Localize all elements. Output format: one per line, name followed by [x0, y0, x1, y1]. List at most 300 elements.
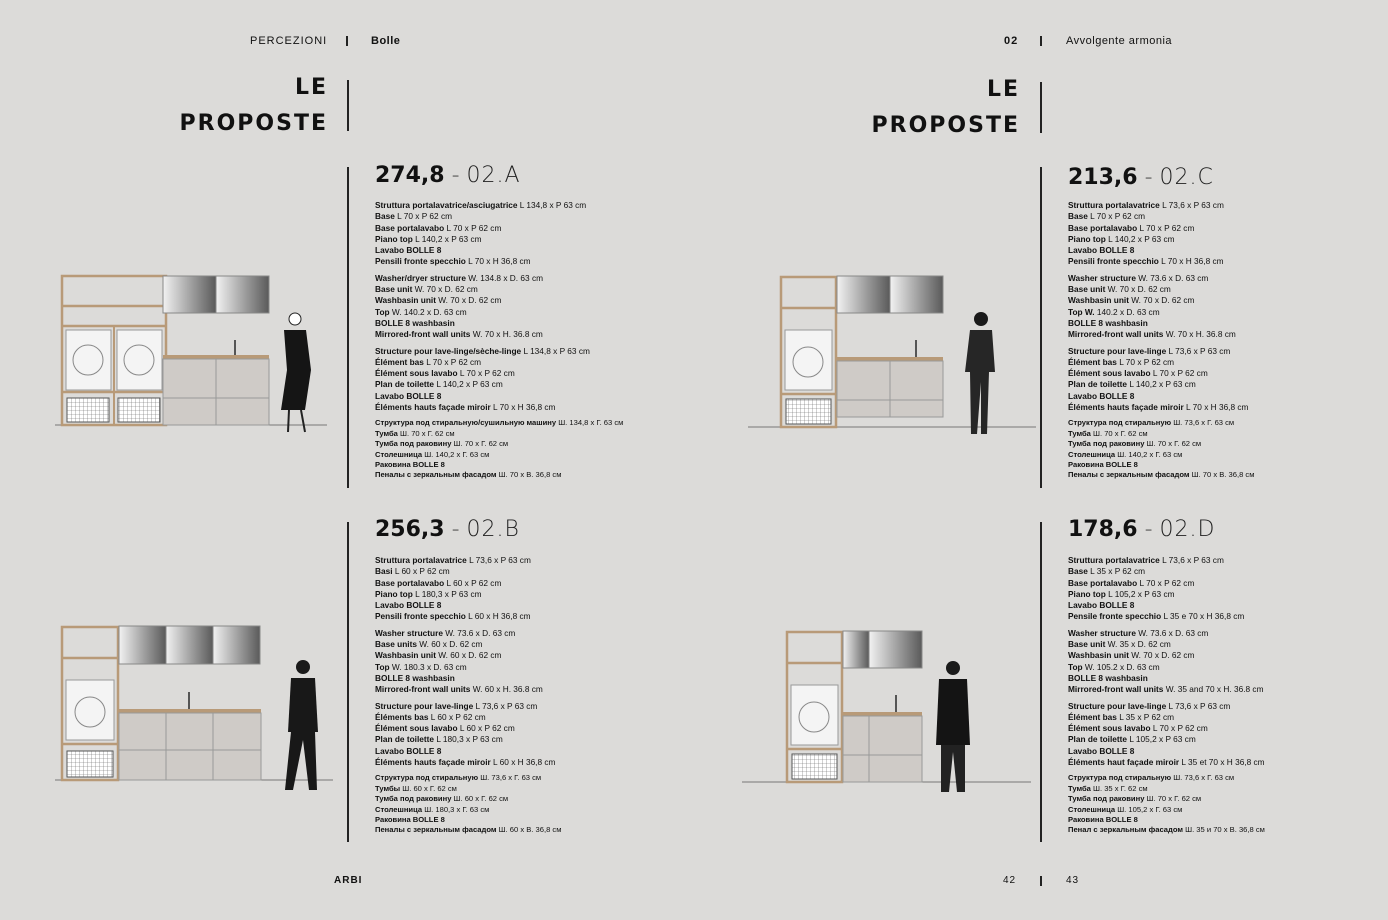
spec-item-name: Столешница	[375, 449, 423, 459]
spec-line	[1068, 357, 1254, 368]
spec-item-dimensions: L 35 et 70 x H 36,8 cm	[1179, 757, 1265, 768]
spec-item-dimensions: Ш. 35 и 70 x В. 36,8 см	[1183, 825, 1265, 835]
spec-item-name: Structure pour lave-linge	[375, 700, 474, 711]
spec-line	[1068, 784, 1265, 794]
spec-line	[375, 450, 623, 460]
spec-block	[1068, 273, 1254, 341]
spec-item-name: Mirrored-front wall units	[375, 684, 471, 695]
page-title-line: PROPOSTE	[871, 113, 1020, 138]
spec-item-name: Раковина BOLLE 8	[375, 814, 445, 824]
spec-item-dimensions: L 73,6 x P 63 cm	[473, 700, 538, 711]
spec-line	[1068, 589, 1265, 600]
spec-item-name: Base	[1068, 211, 1088, 222]
title-bar	[347, 80, 349, 131]
header-section-label: PERCEZIONI	[250, 35, 328, 47]
spec-item-name: BOLLE 8 washbasin	[375, 317, 455, 328]
spec-line	[1068, 805, 1265, 815]
composition-02a-sketch	[55, 270, 335, 440]
spec-item-name: Lavabo BOLLE 8	[375, 245, 442, 256]
spec-line	[375, 391, 623, 402]
spec-line	[1068, 450, 1254, 460]
spec-item-name: Структура под стиральную	[375, 773, 479, 783]
spec-item-name: Тумба под раковину	[1068, 794, 1145, 804]
spec-line	[1068, 773, 1265, 783]
spec-item-name: Lavabo BOLLE 8	[375, 390, 442, 401]
spec-line	[375, 245, 623, 256]
spec-item-dimensions: L 60 x H 36,8 cm	[490, 757, 556, 768]
spec-item-dimensions: L 70 x P 62 cm	[457, 368, 515, 379]
spec-item-name: Élément sous lavabo	[1068, 723, 1151, 734]
spec-item-name: Base units	[375, 639, 417, 650]
spec-item-dimensions: W. 105.2 x D. 63 cm	[1082, 661, 1160, 672]
spec-item-name: BOLLE 8 washbasin	[1068, 672, 1148, 683]
spec-item-name: Base portalavabo	[1068, 577, 1138, 588]
spec-item-name: Тумба под раковину	[1068, 439, 1145, 449]
spec-line	[1068, 460, 1254, 470]
spec-line	[375, 418, 623, 428]
spec-line	[1068, 723, 1265, 734]
page-title-line: PROPOSTE	[179, 111, 328, 136]
spec-line	[1068, 673, 1265, 684]
spec-line	[375, 256, 623, 267]
spec-item-dimensions: L 60 x P 62 cm	[444, 577, 502, 588]
spec-line	[1068, 628, 1265, 639]
spec-item-name: Столешница	[375, 804, 423, 814]
spec-item-dimensions: Ш. 60 x В. 36,8 см	[496, 825, 562, 835]
spec-item-dimensions: Ш. 70 x Г. 62 см	[1090, 428, 1148, 438]
spec-line	[1068, 712, 1265, 723]
spec-block	[375, 555, 561, 623]
spec-line	[375, 773, 561, 783]
composition-02d-sketch	[742, 627, 1032, 797]
composition-heading	[1068, 165, 1214, 190]
page-title-line: LE	[986, 77, 1020, 102]
spec-item-name: Éléments hauts façade miroir	[375, 402, 491, 413]
composition-heading	[1068, 517, 1215, 542]
spec-line	[1068, 555, 1265, 566]
spec-item-dimensions: Ш. 70 x В. 36,8 см	[1189, 470, 1255, 480]
spec-line	[375, 379, 623, 390]
page-title	[842, 72, 1020, 144]
spec-line	[1068, 273, 1254, 284]
spec-item-name: Тумбы	[375, 783, 401, 793]
spec-line	[375, 684, 561, 695]
spec-line	[375, 329, 623, 340]
composition-02c-sketch	[748, 272, 1038, 442]
spec-line	[375, 578, 561, 589]
spec-line	[375, 439, 623, 449]
spec-item-name: Base unit	[375, 284, 413, 295]
spec-line	[1068, 429, 1254, 439]
spec-item-name: Mirrored-front wall units	[375, 329, 471, 340]
spec-line	[375, 784, 561, 794]
spec-line	[375, 318, 623, 329]
spec-item-name: Раковина BOLLE 8	[375, 459, 445, 469]
spec-item-dimensions: L 70 x P 62 cm	[1087, 211, 1146, 222]
header-divider	[1040, 36, 1042, 46]
spec-item-dimensions: L 70 x P 62 cm	[1137, 222, 1195, 233]
spec-item-name: Basi	[375, 566, 393, 577]
spec-item-name: Élément bas	[375, 356, 424, 367]
composition-heading	[375, 517, 520, 542]
composition-02b-sketch	[55, 622, 335, 797]
spec-item-name: Пенал с зеркальным фасадом	[1068, 825, 1183, 835]
spec-item-name: Washbasin unit	[375, 650, 436, 661]
spec-line	[375, 555, 561, 566]
spec-item-name: Piano top	[1068, 588, 1106, 599]
spec-item-dimensions: W. 134.8 x D. 63 cm	[466, 272, 544, 283]
spec-line	[375, 566, 561, 577]
spec-item-dimensions: W. 180.3 x D. 63 cm	[389, 661, 467, 672]
spec-item-dimensions: L 140,2 x P 63 cm	[1105, 233, 1175, 244]
spec-item-name: Top	[375, 306, 390, 317]
spec-item-dimensions: Ш. 60 x Г. 62 см	[400, 783, 457, 793]
spec-item-dimensions: L 105,2 x P 63 cm	[1105, 588, 1175, 599]
spec-line	[1068, 200, 1254, 211]
spec-item-dimensions: Ш. 180,3 x Г. 63 см	[422, 804, 490, 814]
spec-item-dimensions: L 70 x P 62 cm	[444, 222, 502, 233]
spec-item-name: Struttura portalavatrice	[375, 555, 467, 565]
spec-item-name: Plan de toilette	[375, 734, 435, 745]
composition-code: 02.C	[1159, 165, 1214, 190]
spec-item-name: Структура под стиральную/сушильную машину	[375, 418, 557, 428]
spec-item-dimensions: L 60 x P 62 cm	[428, 711, 486, 722]
spec-line	[375, 307, 623, 318]
spec-item-dimensions: Ш. 70 x Г. 62 см	[1144, 439, 1202, 449]
spec-item-dimensions: Ш. 70 x Г. 62 см	[397, 428, 455, 438]
spec-item-name: Пеналы с зеркальным фасадом	[375, 825, 497, 835]
spec-line	[1068, 650, 1265, 661]
spec-item-name: Тумба под раковину	[375, 794, 452, 804]
spec-line	[1068, 578, 1265, 589]
spec-line	[1068, 391, 1254, 402]
spec-line	[1068, 379, 1254, 390]
spec-item-dimensions: L 70 x P 62 cm	[1150, 723, 1208, 734]
spec-item-name: Lavabo BOLLE 8	[1068, 390, 1135, 401]
spec-item-dimensions: Ш. 35 x Г. 62 см	[1090, 783, 1148, 793]
footer-divider	[1040, 876, 1042, 886]
spec-line	[375, 639, 561, 650]
spec-line	[1068, 566, 1265, 577]
spec-item-dimensions: W. 73.6 x D. 63 cm	[442, 627, 516, 638]
composition-specs	[375, 200, 623, 486]
spec-line	[1068, 794, 1265, 804]
spec-item-name: Top W.	[1068, 306, 1095, 317]
spec-item-name: Пеналы с зеркальным фасадом	[1068, 470, 1190, 480]
composition-divider	[1040, 522, 1042, 842]
spec-item-dimensions: W. 73.6 x D. 63 cm	[1135, 627, 1209, 638]
spec-line	[375, 368, 623, 379]
spec-item-name: Раковина BOLLE 8	[1068, 814, 1138, 824]
spec-line	[375, 357, 623, 368]
spec-item-dimensions: W. 60 x D. 62 cm	[436, 650, 502, 661]
spec-item-name: Éléments hauts façade miroir	[1068, 402, 1184, 413]
spec-line	[1068, 284, 1254, 295]
spec-block	[375, 773, 561, 835]
spec-line	[375, 805, 561, 815]
spec-item-dimensions: W. 60 x H. 36.8 cm	[470, 684, 543, 695]
spec-item-name: Base portalavabo	[375, 577, 445, 588]
spec-block	[1068, 346, 1254, 414]
spec-block	[375, 701, 561, 769]
composition-separator: -	[451, 163, 460, 188]
spec-line	[1068, 223, 1254, 234]
spec-block	[1068, 773, 1265, 835]
spec-item-dimensions: L 70 x P 62 cm	[394, 211, 453, 222]
spec-item-dimensions: L 134,8 x P 63 cm	[517, 200, 587, 210]
composition-separator: -	[1144, 165, 1153, 190]
spec-block	[375, 346, 623, 414]
composition-specs	[1068, 200, 1254, 486]
spec-item-dimensions: L 140,2 x P 63 cm	[434, 379, 503, 390]
spec-item-name: Élément sous lavabo	[375, 368, 458, 379]
spec-line	[1068, 295, 1254, 306]
composition-measure: 256,3	[375, 517, 445, 542]
spec-block	[1068, 200, 1254, 268]
spec-item-name: Lavabo BOLLE 8	[375, 600, 442, 611]
spec-line	[1068, 757, 1265, 768]
spec-item-name: Struttura portalavatrice/asciugatrice	[375, 200, 518, 210]
spec-line	[1068, 684, 1265, 695]
spec-item-dimensions: L 73,6 x P 63 cm	[1159, 200, 1224, 210]
spec-item-name: Plan de toilette	[1068, 734, 1128, 745]
spec-item-dimensions: W. 70 x D. 62 cm	[1129, 650, 1195, 661]
spec-line	[375, 628, 561, 639]
spec-item-dimensions: W. 35 x D. 62 cm	[1105, 639, 1171, 650]
spec-block	[1068, 628, 1265, 696]
spec-line	[375, 650, 561, 661]
spec-item-name: Structure pour lave-linge	[1068, 345, 1167, 356]
spec-item-name: Washer structure	[375, 627, 443, 638]
page-title-line: LE	[294, 75, 328, 100]
spec-item-dimensions: W. 70 x H. 36.8 cm	[470, 329, 543, 340]
spec-item-name: Структура под стиральную	[1068, 418, 1172, 428]
spec-line	[1068, 662, 1265, 673]
spec-item-dimensions: L 70 x H 36,8 cm	[1158, 256, 1224, 267]
spec-line	[1068, 600, 1265, 611]
spec-line	[375, 825, 561, 835]
composition-divider	[1040, 167, 1042, 488]
composition-heading	[375, 163, 521, 188]
spec-line	[1068, 346, 1254, 357]
spec-item-name: Lavabo BOLLE 8	[1068, 245, 1135, 256]
spec-line	[1068, 245, 1254, 256]
composition-divider	[347, 522, 349, 842]
spec-line	[375, 815, 561, 825]
spec-item-name: Тумба	[1068, 428, 1091, 438]
spec-line	[375, 662, 561, 673]
spec-line	[1068, 368, 1254, 379]
spec-item-dimensions: L 70 x P 62 cm	[1150, 368, 1208, 379]
spec-block	[375, 273, 623, 341]
composition-measure: 178,6	[1068, 517, 1138, 542]
spec-line	[375, 794, 561, 804]
spec-item-dimensions: Ш. 70 x Г. 62 см	[451, 439, 509, 449]
spec-line	[375, 589, 561, 600]
spec-item-name: Piano top	[375, 588, 413, 599]
spec-item-name: Top	[375, 661, 390, 672]
spec-item-name: Pensile fronte specchio	[1068, 611, 1162, 622]
spec-item-name: Структура под стиральную	[1068, 773, 1172, 783]
spec-item-dimensions: W. 70 x D. 62 cm	[1105, 284, 1171, 295]
spec-item-dimensions: L 70 x H 36,8 cm	[1183, 402, 1249, 413]
spec-line	[1068, 318, 1254, 329]
spec-line	[375, 284, 623, 295]
composition-specs	[375, 555, 561, 841]
spec-item-name: Тумба под раковину	[375, 439, 452, 449]
spec-item-dimensions: L 70 x P 62 cm	[1137, 577, 1195, 588]
spec-line	[375, 723, 561, 734]
spec-item-name: Pensili fronte specchio	[375, 611, 466, 622]
spec-item-dimensions: L 73,6 x P 63 cm	[1166, 345, 1231, 356]
spec-line	[1068, 639, 1265, 650]
spec-block	[1068, 701, 1265, 769]
spec-item-name: Éléments hauts façade miroir	[375, 757, 491, 768]
spec-item-name: Washer structure	[1068, 272, 1136, 283]
spec-item-dimensions: L 60 x P 62 cm	[392, 566, 450, 577]
spec-item-name: Lavabo BOLLE 8	[1068, 745, 1135, 756]
spec-item-name: Struttura portalavatrice	[1068, 555, 1160, 565]
spec-line	[375, 673, 561, 684]
composition-code: 02.D	[1159, 517, 1216, 542]
spec-line	[1068, 746, 1265, 757]
spec-item-dimensions: L 35 e 70 x H 36,8 cm	[1161, 611, 1245, 622]
spec-item-name: Plan de toilette	[375, 379, 435, 390]
spec-line	[1068, 439, 1254, 449]
spec-item-dimensions: L 73,6 x P 63 cm	[466, 555, 531, 565]
page-number-right: 43	[1066, 875, 1080, 886]
spec-line	[1068, 701, 1265, 712]
spec-line	[375, 757, 561, 768]
spec-item-dimensions: Ш. 60 x Г. 62 см	[451, 794, 509, 804]
spec-item-name: Élément sous lavabo	[1068, 368, 1151, 379]
spec-line	[1068, 256, 1254, 267]
spec-line	[375, 712, 561, 723]
spec-block	[375, 628, 561, 696]
composition-divider	[347, 167, 349, 488]
spec-item-dimensions: L 70 x P 62 cm	[423, 356, 482, 367]
spec-item-name: Base unit	[1068, 284, 1106, 295]
spec-line	[375, 600, 561, 611]
title-bar	[1040, 82, 1042, 133]
composition-code: 02.A	[466, 163, 521, 188]
spec-item-dimensions: L 105,2 x P 63 cm	[1127, 734, 1196, 745]
composition-specs	[1068, 555, 1265, 841]
spec-item-name: Base	[375, 211, 395, 222]
spec-item-dimensions: L 140,2 x P 63 cm	[412, 233, 482, 244]
spec-block	[375, 418, 623, 480]
spec-item-name: Washbasin unit	[1068, 295, 1129, 306]
spec-item-name: Столешница	[1068, 804, 1116, 814]
spec-item-name: Structure pour lave-linge	[1068, 700, 1167, 711]
spec-item-dimensions: 140.2 x D. 63 cm	[1094, 306, 1160, 317]
spec-item-dimensions: L 73,6 x P 63 cm	[1159, 555, 1224, 565]
spec-line	[1068, 329, 1254, 340]
spec-item-dimensions: W. 70 x D. 62 cm	[412, 284, 478, 295]
spec-item-dimensions: W. 73.6 x D. 63 cm	[1135, 272, 1209, 283]
spec-line	[375, 295, 623, 306]
spec-block	[1068, 555, 1265, 623]
spec-item-dimensions: L 180,3 x P 63 cm	[412, 588, 482, 599]
spec-item-name: Éléments bas	[375, 711, 429, 722]
page-title	[150, 70, 328, 142]
spec-line	[1068, 307, 1254, 318]
spec-item-name: Lavabo BOLLE 8	[1068, 600, 1135, 611]
spec-item-dimensions: W. 35 and 70 x H. 36.8 cm	[1163, 684, 1264, 695]
spec-line	[375, 734, 561, 745]
spec-item-dimensions: Ш. 70 x В. 36,8 см	[496, 470, 562, 480]
spec-item-dimensions: L 140,2 x P 63 cm	[1127, 379, 1196, 390]
spec-line	[375, 746, 561, 757]
spec-line	[375, 273, 623, 284]
spec-line	[1068, 234, 1254, 245]
spec-line	[375, 234, 623, 245]
spec-item-name: Structure pour lave-linge/sèche-linge	[375, 345, 522, 356]
header-chapter-title: Avvolgente armonia	[1066, 35, 1173, 47]
spec-item-name: Éléments haut façade miroir	[1068, 757, 1180, 768]
spec-item-name: Plan de toilette	[1068, 379, 1128, 390]
spec-line	[1068, 418, 1254, 428]
spec-item-name: Élément sous lavabo	[375, 723, 458, 734]
spec-line	[1068, 611, 1265, 622]
header-chapter-number: 02	[1004, 35, 1019, 47]
spec-item-dimensions: L 134,8 x P 63 cm	[521, 345, 590, 356]
spec-item-dimensions: L 60 x H 36,8 cm	[465, 611, 531, 622]
spec-item-dimensions: Ш. 105,2 x Г. 63 см	[1115, 804, 1183, 814]
spec-line	[375, 346, 623, 357]
spec-item-dimensions: Ш. 73,6 x Г. 63 см	[1171, 773, 1235, 783]
spec-block	[375, 200, 623, 268]
spec-item-name: Élément bas	[1068, 711, 1117, 722]
spec-item-dimensions: L 73,6 x P 63 cm	[1166, 700, 1231, 711]
spec-item-name: Washbasin unit	[1068, 650, 1129, 661]
spec-item-name: BOLLE 8 washbasin	[375, 672, 455, 683]
spec-item-name: Piano top	[375, 233, 413, 244]
spec-line	[1068, 734, 1265, 745]
spec-item-dimensions: Ш. 140,2 x Г. 63 см	[422, 449, 490, 459]
spec-item-dimensions: W. 140.2 x D. 63 cm	[389, 306, 467, 317]
composition-measure: 274,8	[375, 163, 445, 188]
spec-item-name: Pensili fronte specchio	[375, 256, 466, 267]
spec-line	[375, 223, 623, 234]
spec-line	[1068, 470, 1254, 480]
spec-block	[1068, 418, 1254, 480]
spec-item-dimensions: Ш. 134,8 x Г. 63 см	[556, 418, 624, 428]
spec-item-name: Élément bas	[1068, 356, 1117, 367]
spec-item-name: Washer/dryer structure	[375, 272, 466, 283]
spec-item-name: Столешница	[1068, 449, 1116, 459]
spec-line	[1068, 211, 1254, 222]
header-series-name: Bolle	[371, 35, 401, 47]
spec-line	[375, 402, 623, 413]
spec-item-name: Base unit	[1068, 639, 1106, 650]
spec-item-dimensions: L 35 x P 62 cm	[1116, 711, 1175, 722]
footer-brand: ARBI	[334, 875, 363, 886]
spec-item-dimensions: Ш. 73,6 x Г. 63 см	[478, 773, 542, 783]
spec-line	[1068, 825, 1265, 835]
spec-item-name: Piano top	[1068, 233, 1106, 244]
spec-item-name: Pensili fronte specchio	[1068, 256, 1159, 267]
composition-code: 02.B	[466, 517, 520, 542]
spec-item-dimensions: L 70 x H 36,8 cm	[490, 402, 556, 413]
spec-item-name: Раковина BOLLE 8	[1068, 459, 1138, 469]
page-number-left: 42	[1003, 875, 1017, 886]
spec-item-dimensions: L 180,3 x P 63 cm	[434, 734, 503, 745]
composition-measure: 213,6	[1068, 165, 1138, 190]
spec-item-dimensions: Ш. 140,2 x Г. 63 см	[1115, 449, 1183, 459]
spec-item-dimensions: Ш. 73,6 x Г. 63 см	[1171, 418, 1235, 428]
spec-item-name: Mirrored-front wall units	[1068, 684, 1164, 695]
